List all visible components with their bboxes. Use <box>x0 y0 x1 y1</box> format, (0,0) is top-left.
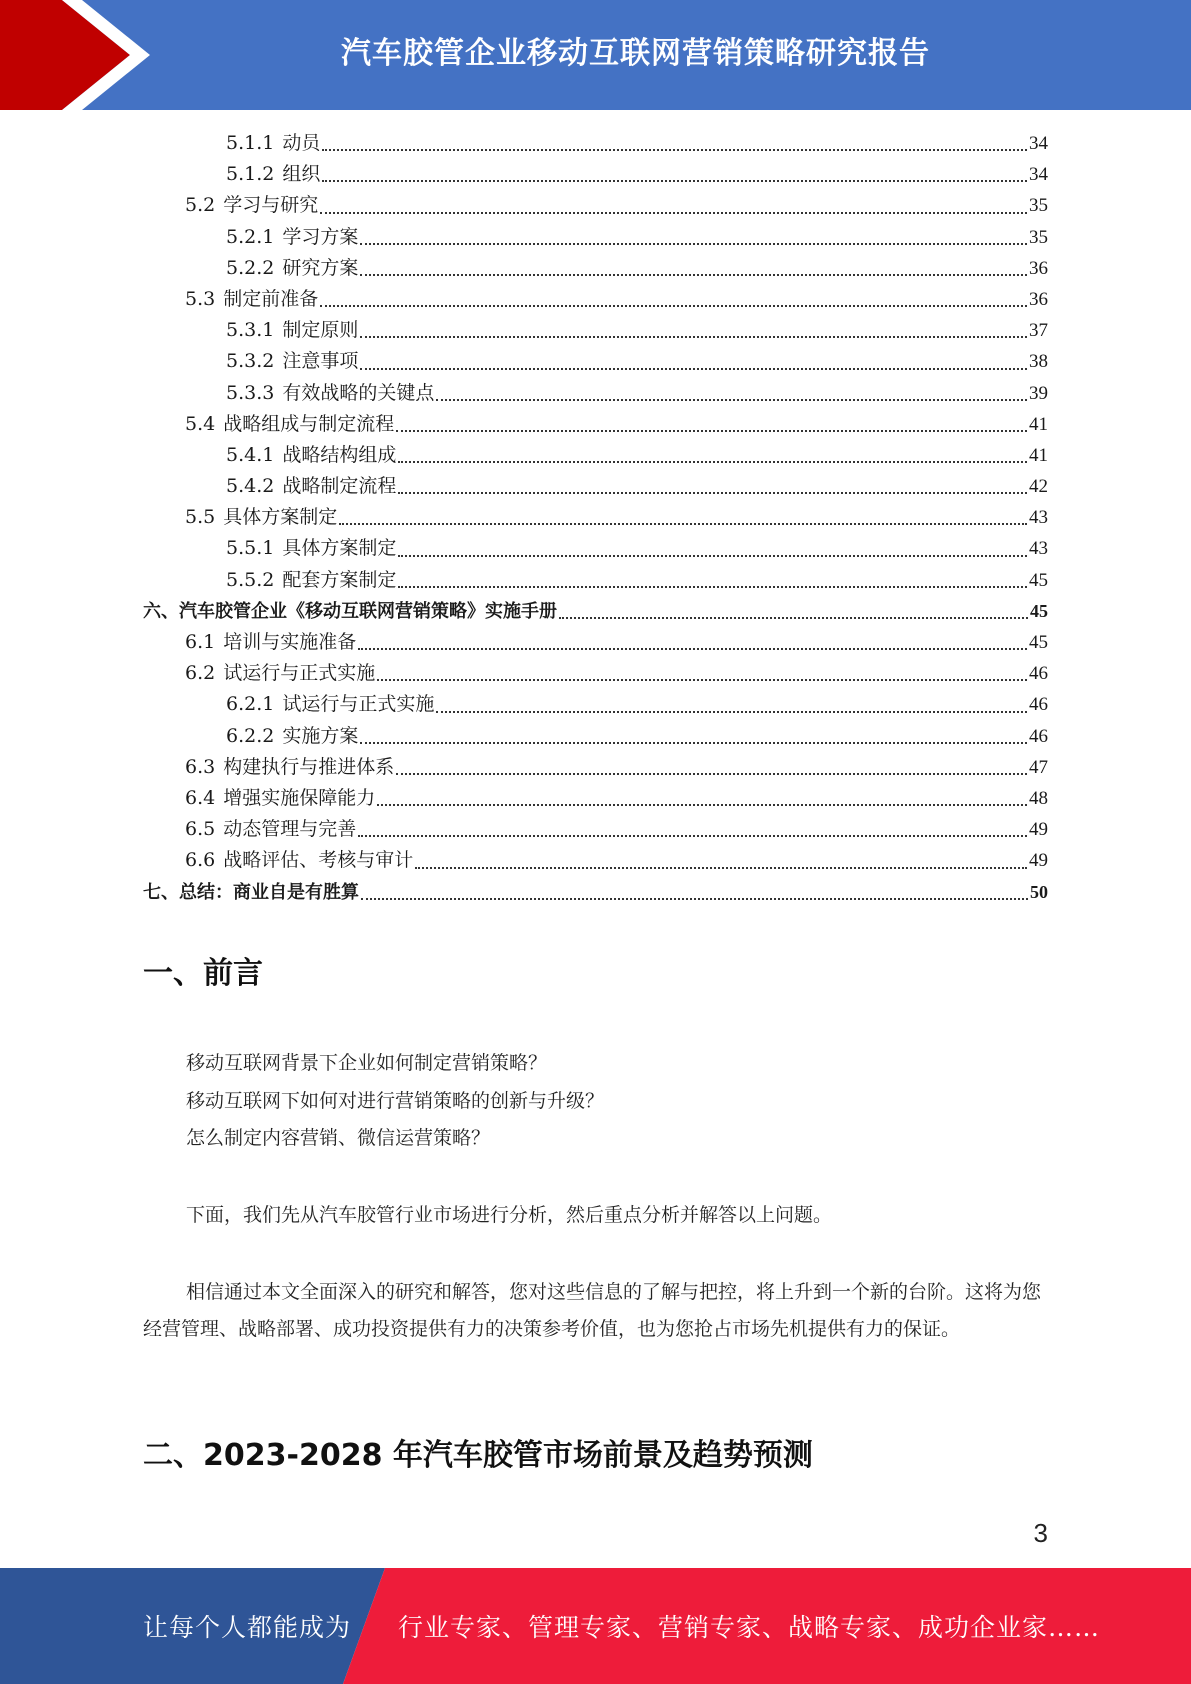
toc-entry-page: 43 <box>1029 507 1048 529</box>
toc-entry[interactable] <box>143 128 1048 159</box>
footer-slogan-left: 让每个人都能成为 <box>143 1613 352 1642</box>
toc-entry-number: 6.2 <box>185 662 216 685</box>
toc-entry[interactable] <box>143 814 1048 845</box>
question-1: 移动互联网背景下企业如何制定营销策略？ <box>186 1052 548 1074</box>
toc-entry-page: 49 <box>1029 819 1048 841</box>
toc-entry[interactable] <box>143 689 1048 720</box>
toc-entry-title: 培训与实施准备 <box>223 631 357 653</box>
toc-entry-number: 5.3 <box>185 287 216 310</box>
toc-dot-leader <box>398 460 1027 463</box>
toc-entry-page: 42 <box>1029 476 1048 498</box>
toc-entry-title: 动员 <box>282 132 321 154</box>
toc-entry-number: 5.3.2 <box>226 350 275 373</box>
toc-dot-leader <box>339 522 1027 525</box>
page-footer <box>0 1568 1191 1684</box>
toc-dot-leader <box>361 897 1028 900</box>
toc-entry-number: 5.1.2 <box>226 163 275 186</box>
toc-entry-page: 50 <box>1030 881 1048 902</box>
toc-entry[interactable] <box>143 502 1048 533</box>
toc-entry-title: 注意事项 <box>282 350 359 373</box>
table-of-contents <box>143 128 1048 908</box>
toc-entry-title: 配套方案制定 <box>282 568 397 591</box>
toc-entry-number: 5.5 <box>185 506 216 529</box>
toc-dot-leader <box>322 148 1027 151</box>
toc-entry-title: 战略制定流程 <box>282 475 397 498</box>
toc-entry-page: 47 <box>1029 756 1048 778</box>
toc-dot-leader <box>398 585 1027 588</box>
report-title: 汽车胶管企业移动互联网营销策略研究报告 <box>341 36 930 71</box>
toc-entry-number: 6.2.1 <box>226 693 275 716</box>
toc-entry[interactable] <box>143 658 1048 689</box>
toc-entry[interactable] <box>143 346 1048 377</box>
toc-entry-number: 5.2.2 <box>226 256 275 279</box>
toc-dot-leader <box>377 678 1027 681</box>
toc-entry-title: 七、总结：商业自是有胜算 <box>143 881 359 903</box>
toc-dot-leader <box>320 304 1027 307</box>
toc-entry-title: 战略评估、考核与审计 <box>223 849 414 872</box>
toc-dot-leader <box>360 273 1027 276</box>
toc-entry-title: 制定前准备 <box>223 287 319 310</box>
toc-entry-page: 48 <box>1029 787 1048 809</box>
toc-entry[interactable] <box>143 159 1048 190</box>
toc-entry-number: 5.3.1 <box>226 319 275 342</box>
toc-entry-page: 36 <box>1029 288 1048 310</box>
toc-dot-leader <box>398 491 1027 494</box>
toc-entry-title: 动态管理与完善 <box>223 818 357 841</box>
toc-entry-number: 5.4 <box>185 412 216 435</box>
toc-entry-number: 6.3 <box>185 755 216 778</box>
toc-entry-page: 46 <box>1029 694 1048 716</box>
toc-entry-title: 组织 <box>282 163 321 186</box>
toc-entry-number: 5.3.3 <box>226 381 275 404</box>
toc-entry[interactable] <box>143 253 1048 284</box>
toc-entry[interactable] <box>143 783 1048 814</box>
toc-entry-page: 41 <box>1029 444 1048 466</box>
toc-entry[interactable] <box>143 596 1048 627</box>
toc-entry-number: 6.6 <box>185 849 216 872</box>
value-paragraph: 相信通过本文全面深入的研究和解答，您对这些信息的了解与把控，将上升到一个新的台阶。这将为您经营管理、战略部署、成功投资提供有力的决策参考价值，也为您抢占市场先机提供有力的保证。 <box>143 1281 1042 1340</box>
toc-dot-leader <box>436 710 1027 713</box>
toc-dot-leader <box>398 554 1027 557</box>
toc-dot-leader <box>358 834 1027 837</box>
toc-entry-number: 5.4.2 <box>226 475 275 498</box>
toc-entry[interactable] <box>143 627 1048 658</box>
toc-entry-number: 5.2.1 <box>226 225 275 248</box>
toc-entry-title: 构建执行与推进体系 <box>223 755 395 778</box>
toc-dot-leader <box>377 803 1027 806</box>
toc-entry-title: 具体方案制定 <box>223 506 338 529</box>
toc-entry-page: 45 <box>1029 569 1048 591</box>
question-2: 移动互联网下如何对进行营销策略的创新与升级？ <box>186 1090 605 1112</box>
toc-entry[interactable] <box>143 190 1048 221</box>
toc-entry[interactable] <box>143 440 1048 471</box>
toc-entry-title: 战略结构组成 <box>282 443 397 466</box>
toc-entry-title: 试运行与正式实施 <box>223 662 376 685</box>
toc-entry-title: 战略组成与制定流程 <box>223 412 395 435</box>
toc-entry-title: 增强实施保障能力 <box>223 786 376 809</box>
toc-entry-title: 制定原则 <box>282 319 359 342</box>
toc-dot-leader <box>360 367 1027 370</box>
toc-entry-page: 49 <box>1029 850 1048 872</box>
toc-entry-number: 5.4.1 <box>226 443 275 466</box>
toc-entry[interactable] <box>143 752 1048 783</box>
toc-dot-leader <box>436 398 1027 401</box>
toc-entry-page: 45 <box>1030 600 1048 621</box>
toc-entry[interactable] <box>143 409 1048 440</box>
toc-entry-number: 5.2 <box>185 194 216 217</box>
toc-entry-number: 5.5.2 <box>226 568 275 591</box>
toc-dot-leader <box>358 647 1027 650</box>
footer-slogan-right: 行业专家、管理专家、营销专家、战略专家、成功企业家…… <box>398 1613 1101 1642</box>
toc-dot-leader <box>415 866 1027 869</box>
toc-entry-page: 38 <box>1029 351 1048 373</box>
toc-dot-leader <box>559 616 1028 619</box>
toc-entry[interactable] <box>143 877 1048 908</box>
toc-entry[interactable] <box>143 471 1048 502</box>
section-heading-forecast: 二、2023-2028 年汽车胶管市场前景及趋势预测 <box>143 1438 813 1473</box>
toc-entry-number: 6.4 <box>185 786 216 809</box>
toc-entry[interactable] <box>143 845 1048 876</box>
toc-entry-page: 43 <box>1029 538 1048 560</box>
toc-entry-title: 六、汽车胶管企业《移动互联网营销策略》实施手册 <box>143 600 557 622</box>
toc-entry[interactable] <box>143 721 1048 752</box>
toc-entry-page: 39 <box>1029 382 1048 404</box>
toc-entry-title: 学习与研究 <box>223 194 319 217</box>
page-header <box>0 0 1191 110</box>
toc-entry[interactable] <box>143 315 1048 346</box>
toc-entry[interactable] <box>143 533 1048 564</box>
toc-dot-leader <box>322 179 1027 182</box>
toc-entry-page: 36 <box>1029 257 1048 279</box>
question-3: 怎么制定内容营销、微信运营策略？ <box>186 1127 491 1149</box>
toc-entry-title: 有效战略的关键点 <box>282 381 435 404</box>
toc-entry-page: 34 <box>1029 133 1048 154</box>
toc-dot-leader <box>396 772 1027 775</box>
toc-entry[interactable] <box>143 222 1048 253</box>
page-number: 3 <box>1033 1518 1048 1548</box>
toc-entry-number: 6.1 <box>185 631 216 653</box>
toc-entry-page: 46 <box>1029 663 1048 685</box>
toc-dot-leader <box>360 242 1027 245</box>
toc-entry-number: 6.2.2 <box>226 724 275 747</box>
toc-entry-number: 5.1.1 <box>226 132 275 154</box>
toc-dot-leader <box>360 335 1027 338</box>
toc-entry-page: 46 <box>1029 725 1048 747</box>
intro-paragraph: 下面，我们先从汽车胶管行业市场进行分析，然后重点分析并解答以上问题。 <box>186 1204 833 1226</box>
section-heading-preface: 一、前言 <box>143 956 263 991</box>
toc-entry[interactable] <box>143 284 1048 315</box>
toc-entry-number: 6.5 <box>185 818 216 841</box>
toc-dot-leader <box>320 211 1027 214</box>
toc-entry-page: 35 <box>1029 226 1048 248</box>
toc-entry-page: 41 <box>1029 413 1048 435</box>
toc-entry-title: 试运行与正式实施 <box>282 693 435 716</box>
toc-entry-title: 学习方案 <box>282 225 359 248</box>
toc-entry-title: 具体方案制定 <box>282 537 397 560</box>
toc-entry-page: 35 <box>1029 195 1048 217</box>
toc-entry-page: 37 <box>1029 320 1048 342</box>
toc-entry-page: 45 <box>1029 632 1048 653</box>
toc-dot-leader <box>396 429 1027 432</box>
toc-entry[interactable] <box>143 378 1048 409</box>
toc-entry-page: 34 <box>1029 164 1048 186</box>
toc-dot-leader <box>360 741 1027 744</box>
toc-entry[interactable] <box>143 565 1048 596</box>
toc-entry-number: 5.5.1 <box>226 537 275 560</box>
toc-entry-title: 研究方案 <box>282 256 359 279</box>
toc-entry-title: 实施方案 <box>282 724 359 747</box>
